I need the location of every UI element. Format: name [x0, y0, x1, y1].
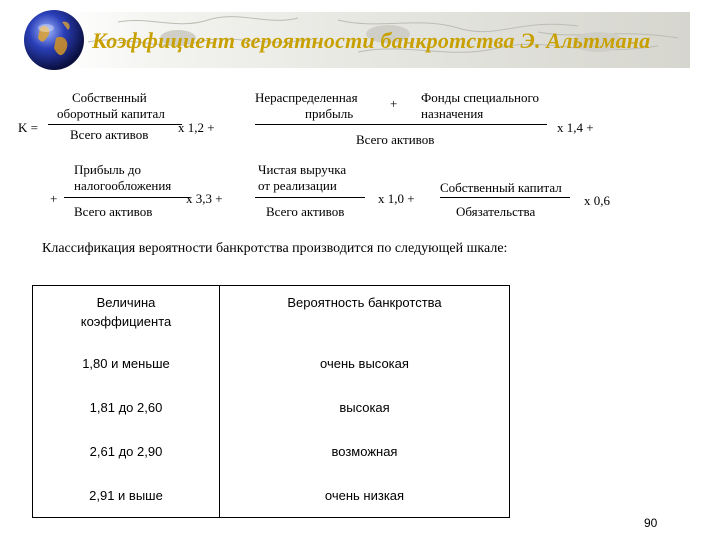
probability-cell: возможная	[331, 443, 398, 459]
term2-fraction-bar	[255, 124, 547, 125]
probability-cell: очень низкая	[324, 487, 405, 503]
term1-numerator-line2: оборотный капитал	[57, 106, 165, 121]
classification-text: Классификация вероятности банкротства производится по следующей шкале:	[42, 241, 508, 256]
page-number: 90	[644, 516, 658, 530]
globe-icon	[22, 8, 86, 72]
term5-denominator: Обязательства	[456, 204, 536, 219]
table-header-row	[33, 286, 510, 342]
term2-numerator-a-line1: Нераспределенная	[255, 90, 358, 105]
term2-coefficient: x 1,4 +	[557, 120, 594, 135]
term3-fraction-bar	[64, 197, 190, 198]
term5-coefficient: x 0,6	[584, 193, 610, 208]
table-row	[33, 429, 510, 473]
term1-numerator-line1: Собственный	[72, 90, 147, 105]
term2-numerator-b-line1: Фонды специального	[421, 90, 540, 105]
term3-denominator: Всего активов	[74, 204, 153, 219]
k-label: K =	[18, 120, 38, 135]
header-cell-value	[33, 286, 220, 342]
term4-denominator: Всего активов	[266, 204, 345, 219]
row2-plus: +	[50, 191, 58, 206]
table-row	[33, 385, 510, 429]
scale-table	[32, 285, 510, 518]
value-cell: 2,61 до 2,90	[33, 429, 220, 473]
table-row	[33, 473, 510, 518]
term4-numerator-line2: от реализации	[258, 178, 337, 193]
header-value-line1: Величина	[96, 295, 156, 310]
term5-fraction-bar	[440, 197, 570, 198]
term2-plus: +	[390, 96, 398, 111]
term2-numerator-b-line2: назначения	[421, 106, 484, 121]
term2-numerator-a-line2: прибыль	[305, 106, 354, 121]
probability-cell: очень высокая	[320, 355, 409, 371]
value-cell: 1,81 до 2,60	[33, 385, 220, 429]
term3-coefficient: x 3,3 +	[186, 191, 223, 206]
term3-numerator-line1: Прибыль до	[74, 162, 141, 177]
term4-numerator-line1: Чистая выручка	[258, 162, 347, 177]
term4-coefficient: x 1,0 +	[378, 191, 415, 206]
header-cell-probability: Вероятность банкротства	[287, 295, 442, 310]
value-cell: 2,91 и выше	[33, 473, 220, 518]
term3-numerator-line2: налогообложения	[74, 178, 172, 193]
value-cell: 1,80 и меньше	[33, 341, 220, 385]
term4-fraction-bar	[255, 197, 365, 198]
table-row	[33, 341, 510, 385]
term5-numerator: Собственный капитал	[440, 180, 562, 195]
term1-denominator: Всего активов	[70, 127, 149, 142]
page-title: Коэффициент вероятности банкротства Э. Альтмана	[92, 28, 651, 53]
term1-fraction-bar	[48, 124, 182, 125]
term2-denominator: Всего активов	[356, 132, 435, 147]
probability-cell: высокая	[339, 399, 390, 415]
header-value-line2: коэффициента	[80, 314, 172, 329]
term1-coefficient: x 1,2 +	[178, 120, 215, 135]
